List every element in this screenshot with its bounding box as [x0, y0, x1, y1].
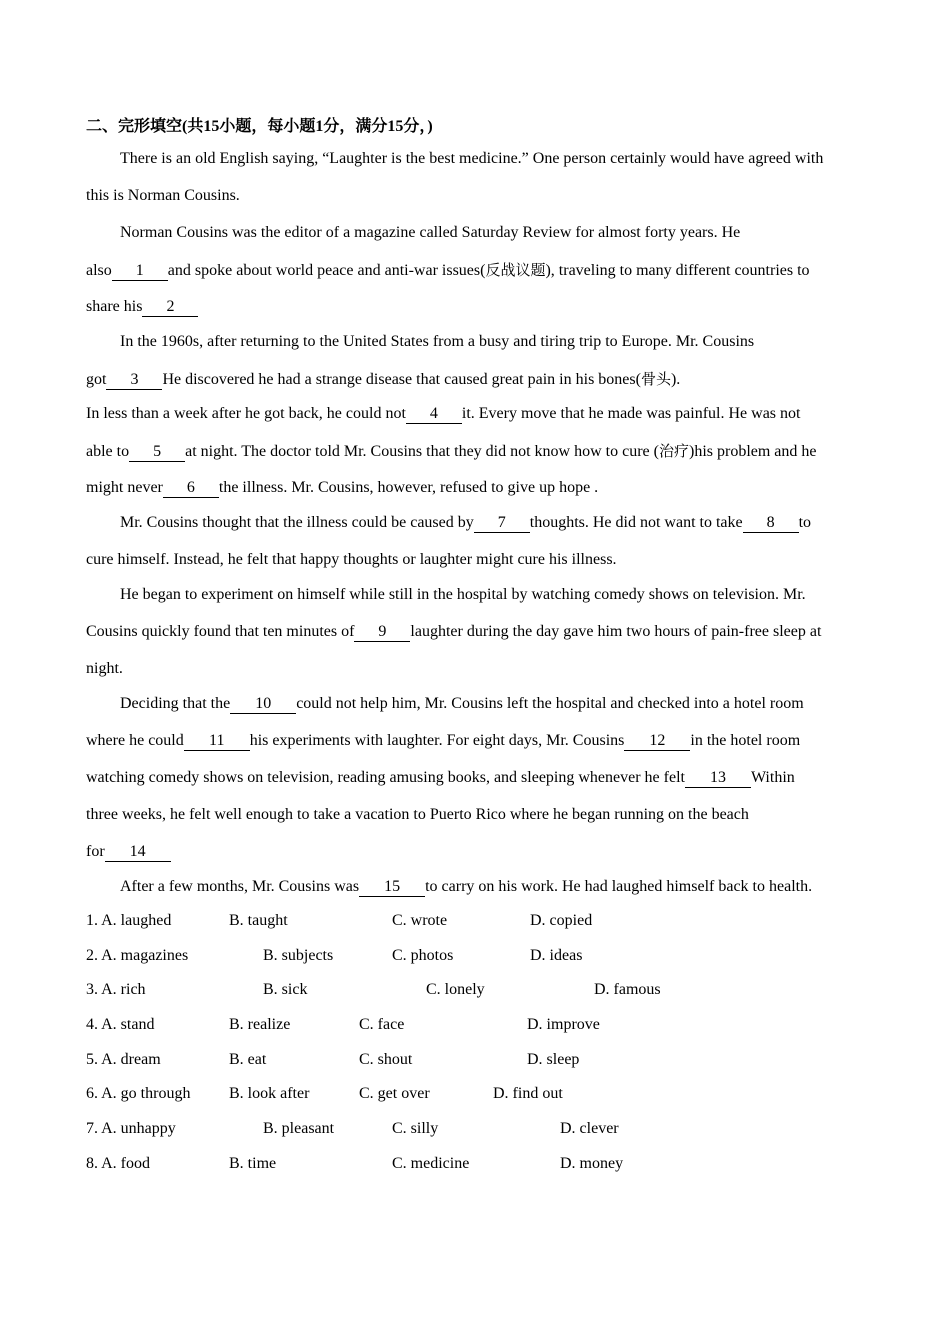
passage-text: to — [798, 514, 812, 531]
passage-text: it. Every move that he made was painful. He was not — [461, 405, 801, 422]
passage-line — [86, 220, 866, 257]
passage-text: night. — [86, 660, 123, 677]
passage-text: He discovered he had a strange disease that caused great pain in his bones( — [162, 371, 641, 388]
passage — [86, 146, 866, 909]
question-row-5 — [86, 1048, 866, 1083]
passage-line — [86, 438, 866, 475]
blank-12[interactable]: 12 — [624, 732, 690, 751]
passage-text: thoughts. He did not want to take — [529, 514, 743, 531]
blank-11[interactable]: 11 — [184, 732, 250, 751]
question-row-8 — [86, 1152, 866, 1187]
passage-line — [86, 802, 866, 839]
option-c[interactable]: C. face — [359, 1016, 405, 1034]
document-page — [86, 112, 866, 1187]
passage-line — [86, 183, 866, 220]
option-a[interactable]: 1. A. laughed — [86, 912, 172, 929]
option-b[interactable]: B. realize — [229, 1016, 291, 1034]
question-row-2 — [86, 944, 866, 979]
question-row-7 — [86, 1117, 866, 1152]
passage-text: Mr. Cousins thought that the illness could be caused by — [120, 514, 474, 531]
passage-line — [86, 874, 866, 909]
passage-line — [86, 294, 866, 329]
passage-line — [86, 582, 866, 619]
passage-line — [86, 765, 866, 802]
passage-text: )his problem and he — [688, 443, 817, 460]
option-c[interactable]: C. lonely — [426, 981, 485, 999]
option-a[interactable]: 5. A. dream — [86, 1050, 161, 1068]
passage-text: his experiments with laughter. For eight days, Mr. Cousins — [249, 732, 625, 749]
option-d[interactable]: D. improve — [527, 1016, 600, 1034]
passage-line — [86, 146, 866, 183]
passage-text: the illness. Mr. Cousins, however, refused to give up hope . — [218, 479, 599, 496]
option-d[interactable]: D. clever — [560, 1120, 619, 1138]
passage-line — [86, 547, 866, 582]
option-c[interactable]: C. get over — [359, 1085, 430, 1103]
chinese-gloss: 治疗 — [658, 442, 689, 460]
passage-text: ). — [670, 371, 681, 388]
blank-7[interactable]: 7 — [474, 514, 530, 533]
option-b[interactable]: B. time — [229, 1154, 277, 1172]
passage-text: There is an old English saying, “Laughter is the best medicine.” One person certainly would have agreed with — [120, 150, 824, 167]
blank-15[interactable]: 15 — [359, 878, 425, 897]
chinese-gloss: 骨头 — [640, 370, 671, 388]
passage-text: Cousins quickly found that ten minutes of — [86, 623, 355, 640]
option-d[interactable]: D. find out — [493, 1085, 563, 1103]
option-a[interactable]: 2. A. magazines — [86, 946, 189, 964]
question-row-3 — [86, 978, 866, 1013]
option-a[interactable]: 8. A. food — [86, 1154, 150, 1172]
blank-2[interactable]: 2 — [142, 298, 198, 317]
option-a[interactable]: 7. A. unhappy — [86, 1120, 176, 1138]
passage-text: In less than a week after he got back, he could not — [86, 405, 406, 422]
option-a[interactable]: 4. A. stand — [86, 1016, 155, 1034]
option-b[interactable]: B. eat — [229, 1050, 267, 1068]
answer-options — [86, 909, 866, 1187]
option-d[interactable]: D. money — [560, 1154, 624, 1172]
passage-text: where he could — [86, 732, 184, 749]
option-b[interactable]: B. pleasant — [263, 1120, 335, 1138]
passage-line — [86, 510, 866, 547]
passage-line — [86, 366, 866, 401]
passage-text: also — [86, 262, 112, 279]
passage-line — [86, 656, 866, 691]
passage-text: Norman Cousins was the editor of a magazine called Saturday Review for almost forty years. He — [120, 224, 741, 241]
passage-text: at night. The doctor told Mr. Cousins that they did not know how to cure ( — [185, 443, 659, 460]
option-d[interactable]: D. ideas — [530, 946, 583, 964]
blank-9[interactable]: 9 — [354, 623, 410, 642]
passage-line — [86, 401, 866, 438]
passage-text: and spoke about world peace and anti-war issues( — [167, 262, 486, 279]
passage-line — [86, 619, 866, 656]
option-b[interactable]: B. sick — [263, 981, 308, 999]
option-c[interactable]: C. silly — [392, 1120, 439, 1138]
question-row-1 — [86, 909, 866, 944]
option-d[interactable]: D. famous — [594, 981, 661, 999]
passage-text: laughter during the day gave him two hours of pain-free sleep at — [410, 623, 822, 640]
blank-13[interactable]: 13 — [685, 769, 751, 788]
passage-text: After a few months, Mr. Cousins was — [120, 878, 360, 895]
passage-text: share his — [86, 298, 143, 315]
passage-text: In the 1960s, after returning to the United States from a busy and tiring trip to Europe. Mr. Cousins — [120, 333, 755, 350]
blank-8[interactable]: 8 — [743, 514, 799, 533]
blank-4[interactable]: 4 — [406, 405, 462, 424]
option-c[interactable]: C. photos — [392, 946, 454, 964]
option-c[interactable]: C. wrote — [392, 912, 448, 929]
passage-line — [86, 475, 866, 510]
passage-text: watching comedy shows on television, reading amusing books, and sleeping whenever he felt — [86, 769, 685, 786]
option-b[interactable]: B. taught — [229, 912, 288, 929]
blank-5[interactable]: 5 — [129, 443, 185, 462]
blank-1[interactable]: 1 — [112, 262, 168, 281]
passage-text: for — [86, 843, 105, 860]
passage-line — [86, 691, 866, 728]
passage-text: three weeks, he felt well enough to take a vacation to Puerto Rico where he began running on the beach — [86, 806, 749, 823]
option-d[interactable]: D. copied — [530, 912, 593, 929]
passage-text: ), traveling to many different countries to — [545, 262, 810, 279]
passage-text: Within — [750, 769, 795, 786]
blank-6[interactable]: 6 — [163, 479, 219, 498]
blank-10[interactable]: 10 — [230, 695, 296, 714]
passage-text: in the hotel room — [690, 732, 801, 749]
passage-text: got — [86, 371, 107, 388]
passage-text: might never — [86, 479, 163, 496]
passage-text: He began to experiment on himself while still in the hospital by watching comedy shows on television. Mr. — [120, 586, 806, 603]
option-b[interactable]: B. subjects — [263, 946, 334, 964]
passage-line — [86, 329, 866, 366]
option-b[interactable]: B. look after — [229, 1085, 310, 1103]
passage-line — [86, 839, 866, 874]
passage-text: to carry on his work. He had laughed himself back to health. — [425, 878, 813, 895]
question-row-6 — [86, 1082, 866, 1117]
passage-text: Deciding that the — [120, 695, 231, 712]
question-row-4 — [86, 1013, 866, 1048]
blank-3[interactable]: 3 — [106, 371, 162, 390]
option-c[interactable]: C. shout — [359, 1050, 413, 1068]
blank-14[interactable]: 14 — [105, 843, 171, 862]
passage-text: cure himself. Instead, he felt that happy thoughts or laughter might cure his illness. — [86, 551, 617, 568]
passage-line — [86, 257, 866, 294]
passage-text: able to — [86, 443, 130, 460]
option-c[interactable]: C. medicine — [392, 1154, 470, 1172]
passage-line — [86, 728, 866, 765]
section-heading: 二、完形填空(共15小题，每小题1分，满分15分，) — [86, 118, 433, 135]
option-d[interactable]: D. sleep — [527, 1050, 580, 1068]
option-a[interactable]: 3. A. rich — [86, 981, 146, 999]
option-a[interactable]: 6. A. go through — [86, 1085, 191, 1103]
passage-text: this is Norman Cousins. — [86, 187, 240, 204]
chinese-gloss: 反战议题 — [485, 261, 546, 279]
passage-text: could not help him, Mr. Cousins left the hospital and checked into a hotel room — [296, 695, 804, 712]
